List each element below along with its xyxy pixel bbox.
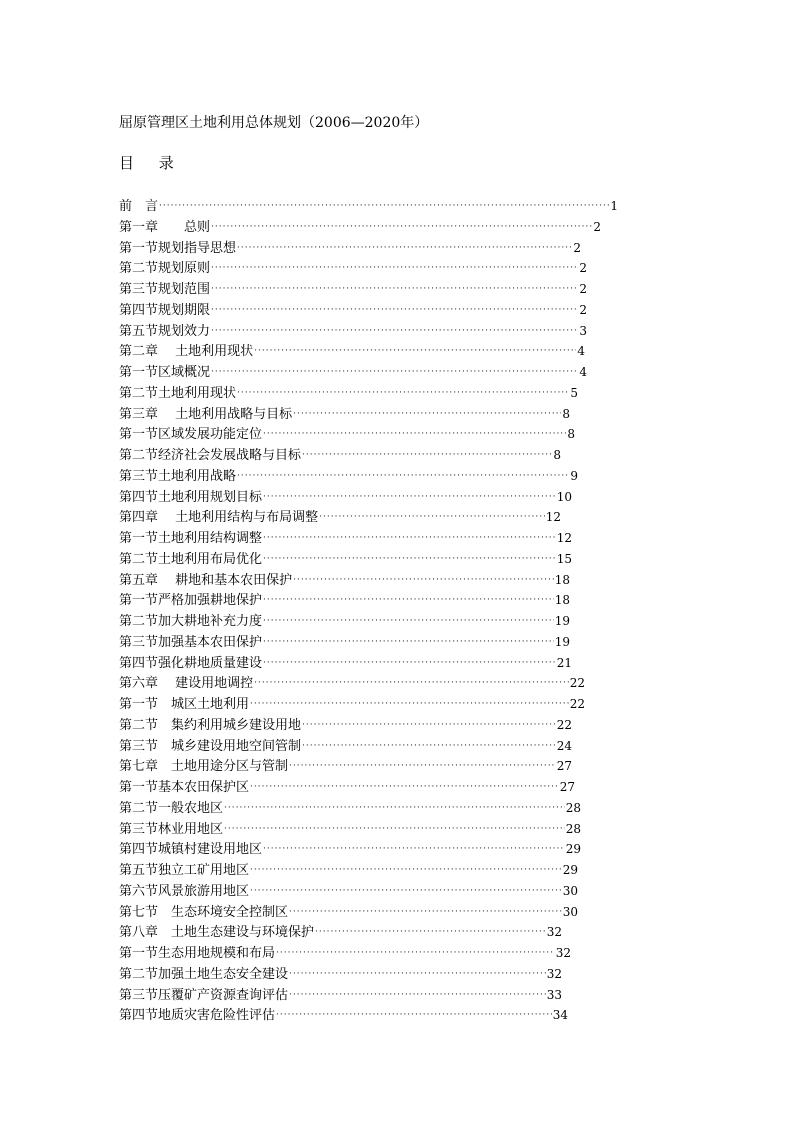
toc-entry[interactable]	[119, 964, 562, 985]
toc-dot-leader	[237, 383, 569, 404]
toc-dot-leader	[302, 715, 556, 736]
toc-entry-label: 第六章 建设用地调控	[119, 676, 254, 692]
toc-entry[interactable]	[119, 798, 581, 819]
toc-dot-leader	[289, 902, 562, 923]
toc-entry-page-number: 19	[554, 634, 570, 649]
toc-entry-page-number: 2	[579, 302, 587, 317]
toc-dot-leader	[319, 507, 545, 528]
toc-entry[interactable]	[119, 487, 572, 508]
toc-entry[interactable]	[119, 881, 578, 902]
toc-entry-label: 第五章 耕地和基本农田保护	[119, 572, 293, 588]
toc-dot-leader	[224, 798, 565, 819]
toc-entry[interactable]	[119, 632, 570, 653]
toc-entry-page-number: 2	[579, 282, 587, 296]
toc-entry[interactable]	[119, 715, 572, 736]
toc-dot-leader	[159, 196, 609, 217]
toc-entry-page-number: 18	[554, 572, 570, 587]
toc-dot-leader	[211, 300, 578, 321]
toc-entry-label: 第四节城镇村建设用地区	[119, 842, 263, 858]
toc-entry[interactable]	[119, 549, 572, 570]
toc-dot-leader	[250, 777, 559, 798]
toc-dot-leader	[263, 549, 556, 570]
toc-entry-label: 第八章 土地生态建设与环境保护	[119, 925, 315, 941]
toc-entry-label: 第一章 总则	[119, 219, 211, 235]
toc-entry-page-number: 32	[555, 946, 571, 960]
toc-entry-page-number: 28	[565, 821, 581, 836]
toc-entry-page-number: 24	[556, 738, 572, 753]
toc-dot-leader	[250, 881, 562, 902]
toc-entry-page-number: 10	[556, 489, 572, 504]
toc-entry-label: 第一节区域概况	[119, 365, 211, 380]
toc-dot-leader	[263, 528, 556, 549]
toc-entry[interactable]	[119, 839, 581, 860]
toc-entry-page-number: 1	[610, 199, 618, 213]
document-title: 屈原管理区土地利用总体规划（2006—2020年）	[119, 115, 429, 131]
toc-entry-label: 第三节土地利用战略	[119, 468, 237, 484]
toc-entry-page-number: 34	[552, 1008, 568, 1023]
toc-entry-page-number: 30	[562, 883, 578, 898]
toc-dot-leader	[263, 611, 554, 632]
toc-dot-leader	[293, 404, 561, 425]
toc-entry-label: 第一节 城区土地利用	[119, 697, 250, 712]
toc-entry-label: 第二节一般农地区	[119, 800, 224, 816]
toc-entry-label: 前 言	[119, 199, 159, 214]
toc-entry[interactable]	[119, 756, 572, 777]
toc-entry-label: 第五节规划效力	[119, 323, 211, 339]
toc-entry-page-number: 2	[573, 240, 581, 255]
toc-dot-leader	[263, 653, 556, 674]
toc-entry[interactable]	[119, 217, 601, 238]
toc-entry[interactable]	[119, 424, 575, 445]
toc-entry[interactable]	[119, 300, 587, 321]
toc-entry[interactable]	[119, 321, 587, 342]
toc-entry-label: 第二节土地利用现状	[119, 385, 237, 401]
toc-entry[interactable]	[119, 196, 618, 217]
toc-entry[interactable]	[119, 404, 570, 425]
toc-entry-label: 第一节土地利用结构调整	[119, 531, 263, 546]
toc-dot-leader	[254, 341, 576, 362]
toc-entry-label: 第一节生态用地规模和布局	[119, 946, 276, 961]
toc-entry-label: 第六节风景旅游用地区	[119, 883, 250, 899]
toc-entry-page-number: 18	[554, 593, 570, 608]
toc-entry[interactable]	[119, 362, 587, 383]
toc-entry-label: 第五节独立工矿用地区	[119, 863, 250, 878]
toc-entry[interactable]	[119, 694, 585, 715]
toc-entry[interactable]	[119, 653, 572, 674]
toc-entry[interactable]	[119, 590, 570, 611]
toc-dot-leader	[289, 985, 546, 1006]
toc-entry-label: 第二节土地利用布局优化	[119, 551, 263, 567]
toc-entry[interactable]	[119, 383, 578, 404]
toc-dot-leader	[263, 487, 556, 508]
toc-entry-label: 第一节严格加强耕地保护	[119, 593, 263, 609]
toc-entry[interactable]	[119, 922, 562, 943]
toc-dot-leader	[211, 279, 578, 300]
toc-entry-page-number: 19	[554, 614, 570, 628]
toc-entry-label: 第四节土地利用规划目标	[119, 489, 263, 505]
toc-entry-label: 第二节经济社会发展战略与目标	[119, 448, 302, 463]
toc-dot-leader	[302, 736, 556, 757]
toc-entry-label: 第三节林业用地区	[119, 821, 224, 837]
toc-entry-page-number: 22	[569, 697, 585, 711]
table-of-contents	[119, 196, 618, 1026]
toc-entry[interactable]	[119, 466, 578, 487]
toc-entry-page-number: 29	[562, 863, 578, 877]
toc-entry[interactable]	[119, 611, 570, 632]
toc-entry-page-number: 15	[556, 551, 572, 566]
toc-entry-page-number: 22	[569, 676, 585, 691]
toc-entry-page-number: 21	[556, 655, 572, 670]
toc-entry-label: 第二节规划原则	[119, 261, 211, 277]
toc-entry-page-number: 3	[579, 323, 587, 338]
toc-dot-leader	[263, 424, 566, 445]
toc-entry-page-number: 8	[553, 448, 561, 462]
toc-entry[interactable]	[119, 570, 570, 591]
toc-dot-leader	[315, 922, 546, 943]
toc-dot-leader	[254, 673, 569, 694]
toc-dot-leader	[289, 756, 556, 777]
toc-entry-label: 第二章 土地利用现状	[119, 344, 254, 360]
toc-entry-label: 第三节规划范围	[119, 282, 211, 297]
toc-dot-leader	[293, 570, 554, 591]
toc-entry-label: 第三节 城乡建设用地空间管制	[119, 738, 302, 754]
toc-entry-label: 第三节压覆矿产资源查询评估	[119, 987, 289, 1003]
toc-entry-label: 第三章 土地利用战略与目标	[119, 406, 293, 422]
toc-entry-label: 第一节规划指导思想	[119, 240, 237, 256]
toc-entry[interactable]	[119, 819, 581, 840]
toc-dot-leader	[250, 860, 562, 881]
toc-entry[interactable]	[119, 943, 571, 964]
toc-entry[interactable]	[119, 279, 587, 300]
toc-entry[interactable]	[119, 902, 578, 923]
toc-heading: 目 录	[119, 154, 184, 172]
toc-entry[interactable]	[119, 736, 572, 757]
toc-entry-page-number: 2	[579, 261, 587, 276]
toc-dot-leader	[237, 238, 572, 259]
toc-entry[interactable]	[119, 1005, 568, 1026]
toc-entry-page-number: 22	[556, 717, 572, 732]
toc-dot-leader	[276, 1005, 552, 1026]
toc-entry-page-number: 33	[546, 987, 562, 1002]
toc-entry-label: 第二节加大耕地补充力度	[119, 614, 263, 629]
toc-entry-page-number: 8	[562, 406, 570, 421]
toc-entry[interactable]	[119, 445, 561, 466]
toc-entry-label: 第二节 集约利用城乡建设用地	[119, 717, 302, 733]
toc-entry-label: 第三节加强基本农田保护	[119, 634, 263, 650]
toc-entry-page-number: 9	[570, 468, 578, 483]
toc-entry[interactable]	[119, 528, 572, 549]
toc-entry-page-number: 30	[562, 904, 578, 919]
toc-entry[interactable]	[119, 673, 585, 694]
toc-dot-leader	[224, 819, 565, 840]
toc-entry-page-number: 5	[570, 385, 578, 400]
toc-dot-leader	[263, 632, 554, 653]
toc-dot-leader	[302, 445, 552, 466]
toc-entry-label: 第二节加强土地生态安全建设	[119, 966, 289, 982]
toc-entry-page-number: 29	[565, 842, 581, 857]
toc-entry-page-number: 12	[545, 510, 561, 525]
toc-dot-leader	[250, 694, 569, 715]
toc-entry-page-number: 32	[546, 966, 562, 981]
toc-dot-leader	[211, 217, 592, 238]
toc-entry[interactable]	[119, 860, 578, 881]
toc-entry-page-number: 4	[579, 365, 587, 379]
toc-entry-label: 第七节 生态环境安全控制区	[119, 904, 289, 920]
toc-entry-page-number: 27	[559, 780, 575, 794]
toc-dot-leader	[289, 964, 546, 985]
toc-entry[interactable]	[119, 985, 562, 1006]
toc-entry-label: 第四章 土地利用结构与布局调整	[119, 510, 319, 526]
toc-dot-leader	[263, 590, 554, 611]
toc-entry-page-number: 27	[556, 759, 572, 774]
toc-entry-page-number: 28	[565, 800, 581, 815]
toc-entry-label: 第四节强化耕地质量建设	[119, 655, 263, 671]
toc-entry-label: 第四节地质灾害危险性评估	[119, 1008, 276, 1024]
toc-entry-page-number: 4	[577, 344, 585, 359]
toc-entry-label: 第四节规划期限	[119, 302, 211, 318]
toc-entry-page-number: 8	[567, 427, 575, 442]
toc-dot-leader	[276, 943, 555, 964]
toc-entry-page-number: 12	[556, 531, 572, 545]
toc-dot-leader	[263, 839, 565, 860]
toc-entry[interactable]	[119, 238, 581, 259]
toc-dot-leader	[211, 362, 578, 383]
toc-entry[interactable]	[119, 507, 561, 528]
toc-entry[interactable]	[119, 777, 575, 798]
toc-dot-leader	[211, 258, 578, 279]
toc-entry-label: 第一节基本农田保护区	[119, 780, 250, 795]
toc-dot-leader	[211, 321, 578, 342]
toc-entry-label: 第七章 土地用途分区与管制	[119, 759, 289, 775]
toc-entry[interactable]	[119, 341, 585, 362]
toc-entry[interactable]	[119, 258, 587, 279]
toc-dot-leader	[237, 466, 569, 487]
toc-entry-page-number: 32	[546, 925, 562, 940]
toc-entry-label: 第一节区域发展功能定位	[119, 427, 263, 443]
toc-entry-page-number: 2	[593, 219, 601, 234]
